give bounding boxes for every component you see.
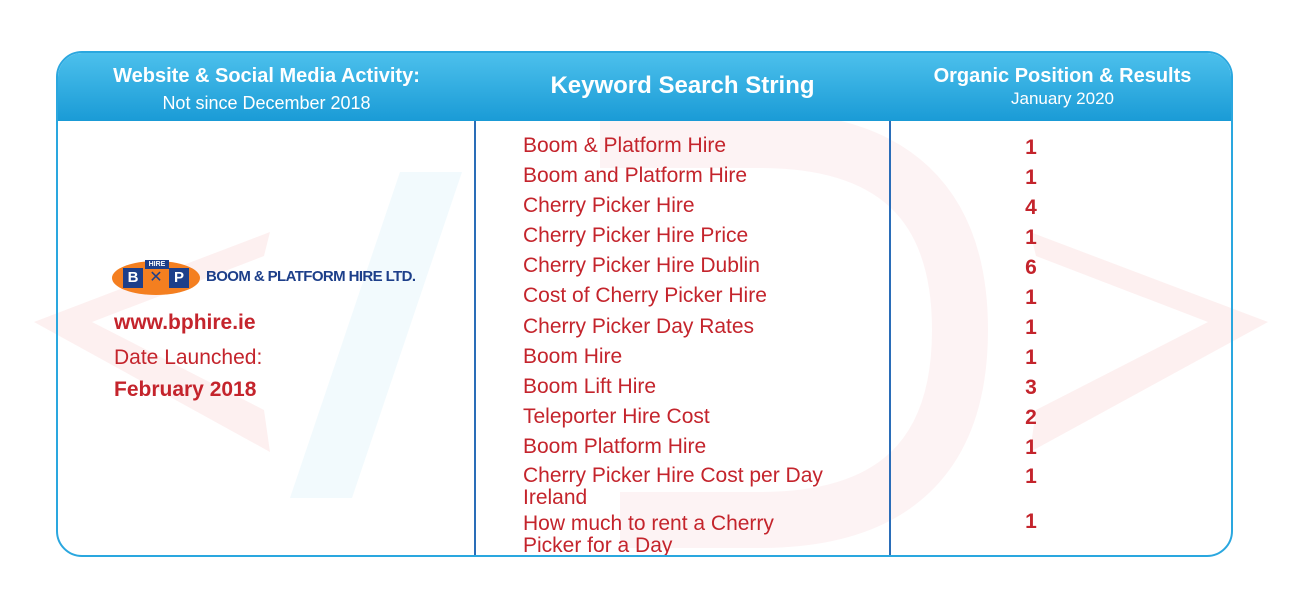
position-row-11: 1: [1025, 436, 1037, 459]
header-organic-position-subtitle: January 2020: [1010, 89, 1115, 108]
position-row-1: 1: [1025, 136, 1037, 159]
keyword-row-13: How much to rent a Cherry Picker for a Day: [523, 512, 774, 557]
position-row-12: 1: [1025, 465, 1037, 488]
position-row-7: 1: [1025, 316, 1037, 339]
logo-hire-tag: HIRE: [145, 260, 169, 269]
header-website-activity: [58, 53, 475, 121]
keyword-row-11: Boom Platform Hire: [523, 435, 707, 458]
company-info-panel: [58, 121, 474, 557]
header-organic-position-title: Organic Position & Results: [933, 65, 1192, 87]
logo-p-block: P: [169, 268, 189, 288]
table-header: [58, 53, 1231, 121]
logo-b-block: B: [123, 268, 143, 288]
position-row-10: 2: [1025, 406, 1037, 429]
header-keyword-title: Keyword Search String: [550, 72, 815, 99]
position-row-4: 1: [1025, 226, 1037, 249]
keyword-row-9: Boom Lift Hire: [523, 375, 657, 398]
position-row-3: 4: [1025, 196, 1037, 219]
header-keyword: [475, 53, 890, 121]
keyword-row-3: Cherry Picker Hire: [523, 194, 695, 217]
header-organic-position: [890, 53, 1233, 121]
header-website-activity-subtitle: Not since December 2018: [162, 93, 371, 113]
keyword-row-5: Cherry Picker Hire Dublin: [523, 254, 760, 277]
scissor-lift-icon: ✕: [149, 269, 163, 286]
column-divider-2: [889, 121, 891, 557]
position-row-6: 1: [1025, 286, 1037, 309]
position-row-9: 3: [1025, 376, 1037, 399]
keyword-row-4: Cherry Picker Hire Price: [523, 224, 749, 247]
keyword-row-10: Teleporter Hire Cost: [523, 405, 710, 428]
company-url[interactable]: www.bphire.ie: [114, 311, 256, 334]
keyword-row-8: Boom Hire: [523, 345, 623, 368]
column-divider-1: [474, 121, 476, 557]
keyword-row-2: Boom and Platform Hire: [523, 164, 748, 187]
position-row-5: 6: [1025, 256, 1037, 279]
header-website-activity-title: Website & Social Media Activity:: [113, 65, 420, 87]
position-row-2: 1: [1025, 166, 1037, 189]
launch-date-value: February 2018: [114, 378, 257, 401]
position-row-8: 1: [1025, 346, 1037, 369]
keyword-row-6: Cost of Cherry Picker Hire: [523, 284, 767, 307]
keyword-row-7: Cherry Picker Day Rates: [523, 315, 755, 338]
company-logo: [112, 259, 422, 299]
logo-company-name: BOOM & PLATFORM HIRE LTD.: [206, 268, 416, 285]
launch-date-label: Date Launched:: [114, 346, 263, 369]
keyword-results-card: [56, 51, 1233, 557]
keyword-row-1: Boom & Platform Hire: [523, 134, 727, 157]
keyword-row-12: Cherry Picker Hire Cost per Day Ireland: [523, 464, 823, 509]
position-row-13: 1: [1025, 510, 1037, 533]
